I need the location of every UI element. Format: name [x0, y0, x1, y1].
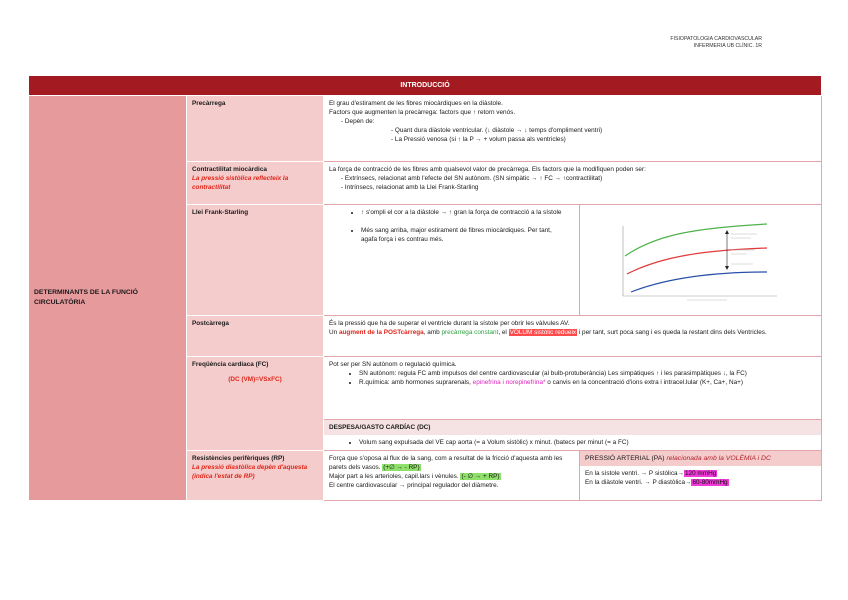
despesa-cardiaca-heading: DESPESA/GASTO CARDÍAC (DC)	[324, 420, 821, 435]
systolic-value: 120 mmHg	[684, 470, 717, 477]
row-label-frank-starling: Llei Frank-Starling	[187, 205, 324, 316]
blood-pressure-content: PRESSIÓ ARTERIAL (PA) relacionada amb la VOLÈMIA i DC En la sístole ventri. → P sistòlica→120 mmHg En la diàstole ventri. → P diastòlica→60-80mmHg	[580, 451, 822, 501]
summary-table	[28, 75, 822, 501]
frank-starling-content: • ↑ s'ompli el cor a la diàstole → ↑ gran la força de contracció a la sístole • Més sang arriba, major estirament de fibres miocàrdiques. Per tant, agafa força i es contrau més.	[324, 205, 580, 316]
row-label-postcarrega: Postcàrrega	[187, 316, 324, 357]
row-label-rp: Resistències perifèriques (RP) La pressió diastòlica depèn d'aquesta (indica l'estat de RP)	[187, 451, 324, 501]
document-header	[670, 36, 762, 49]
rp-note: La pressió diastòlica depèn d'aquesta (indica l'estat de RP)	[192, 464, 308, 480]
header-course: FISIOPATOLOGIA CARDIOVASCULAR	[670, 36, 762, 42]
frank-starling-curve-figure	[617, 216, 785, 304]
row-label-fc: Freqüència cardíaca (FC) (DC (VM)=VSxFC)	[187, 357, 324, 451]
table-title: INTRODUCCIÓ	[29, 76, 822, 96]
contractilitat-note: La pressió sistòlica reflecteix la contractilitat	[192, 175, 289, 191]
blood-pressure-heading: PRESSIÓ ARTERIAL (PA) relacionada amb la VOLÈMIA i DC	[580, 451, 821, 466]
rp-content: Força que s'oposa al flux de la sang, com a resultat de la fricció d'aquesta amb les parets dels vasos. (+∅ → - RP) Major part a les arterioles, capil.lars i vènules. (- ∅ → + RP) El centre cardiovascular → principal regulador del diàmetre.	[324, 451, 580, 501]
despesa-cardiaca-content: DESPESA/GASTO CARDÍAC (DC) • Volum sang expulsada del VE cap aorta (= a Volum sistòlic) x minut. (batecs per minut (= a FC)	[324, 420, 822, 451]
frank-starling-chart-cell	[580, 205, 822, 316]
epinefrina-text: epinefrina i norepinefrina*	[472, 379, 546, 386]
main-section-label: DETERMINANTS DE LA FUNCIÓ CIRCULATÒRIA	[29, 96, 187, 501]
postcarrega-content: És la pressió que ha de superar el ventricle durant la sístole per obrir les vàlvules AV. Un augment de la POSTcàrrega, amb precàrrega constant, el VOLUM sistòlic redueix i per tant, surt poca sang i es queda la restant dins dels Ventricles.	[324, 316, 822, 357]
header-program: INFERMERIA UB CLÍNIC. 1R	[693, 42, 762, 49]
fc-formula: (DC (VM)=VSxFC)	[228, 376, 282, 383]
postcarrega-increase: augment de la POSTcàrrega	[338, 329, 424, 336]
rp-highlight-1: (+∅ → - RP)	[383, 464, 420, 471]
diastolic-value: 60-80mmHg	[692, 479, 728, 486]
precarrega-content: El grau d'estirament de les fibres miocàrdiques en la diàstole. Factors que augmenten la precàrrega: factors que ↑ retorn venós. - Depèn de: - Quant dura diàstole ventricular. (↓ diàstole → ↓ temps d'ompliment ventri) - La Pressió venosa (si ↑ la P → + volum passa als ventricles)	[324, 96, 822, 162]
row-label-precarrega: Precàrrega	[187, 96, 324, 162]
volum-sistolic-highlight: VOLUM sistòlic redueix	[509, 329, 577, 336]
precarrega-constant: precàrrega constant	[441, 329, 499, 336]
fc-content: Pot ser per SN autònom o regulació química. • SN autònom: regula FC amb impulsos del centre cardiovascular (al bulb-protuberància) Les simpàtiques ↑ i les parasimpàtiques ↓, la FC) • R.química: amb hormones suprarenals, epinefrina i norepinefrina* o canvis en la concentració d'ions extra i intracel.lular (K+, Ca+, Na+)	[324, 357, 822, 420]
row-label-contractilitat: Contractilitat miocàrdica La pressió sistòlica reflecteix la contractilitat	[187, 162, 324, 205]
contractilitat-content: La força de contracció de les fibres amb qualsevol valor de precàrrega. Els factors que la modifiquen poden ser: - Extrínsecs, relacionat amb l'efecte del SN autònom. (SN simpàtic → ↑ FC → ↑contractilitat) - Intrínsecs, relacionat amb la Llei Frank-Starling	[324, 162, 822, 205]
rp-highlight-2: (- ∅ → + RP)	[461, 473, 500, 480]
